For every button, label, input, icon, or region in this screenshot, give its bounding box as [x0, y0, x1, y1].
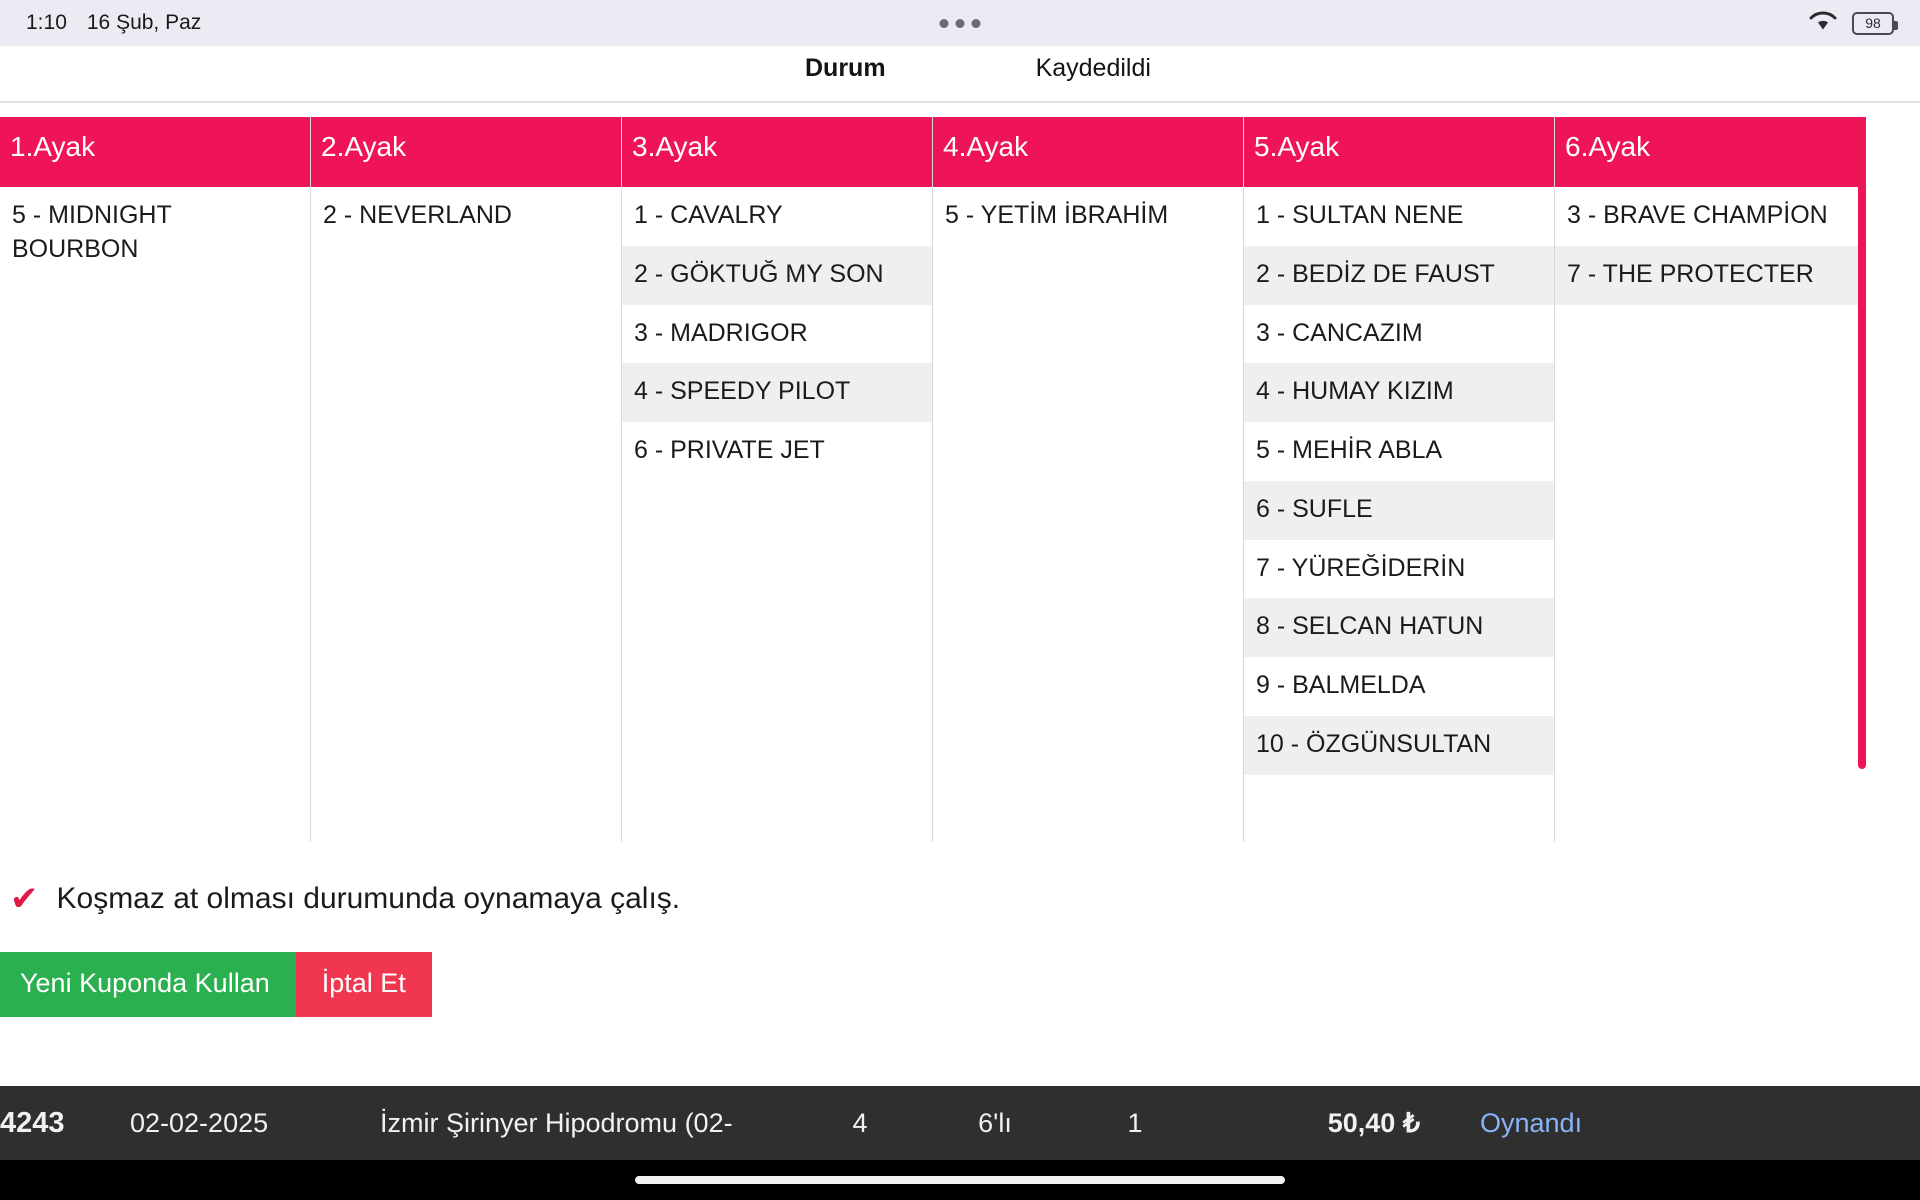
leg-column-1 — [0, 117, 311, 842]
list-item[interactable]: 3 - MADRIGOR — [634, 318, 808, 347]
note-text: Koşmaz at olması durumunda oynamaya çalış. — [56, 882, 681, 915]
home-indicator[interactable] — [635, 1176, 1285, 1184]
list-item[interactable]: 6 - SUFLE — [1244, 481, 1554, 540]
leg-body-1 — [0, 187, 310, 842]
list-item[interactable]: 4 - HUMAY KIZIM — [1244, 363, 1554, 422]
status-bar-left — [26, 11, 201, 35]
header-divider — [0, 101, 1920, 103]
coupon-id: 4243 — [0, 1106, 65, 1139]
list-item[interactable]: 4 - SPEEDY PILOT — [622, 363, 932, 422]
list-item[interactable]: 2 - BEDİZ DE FAUST — [1244, 246, 1554, 305]
dot-icon — [940, 19, 949, 28]
list-item[interactable]: 7 - THE PROTECTER — [1555, 246, 1866, 305]
list-item[interactable]: 5 - YETİM İBRAHİM — [945, 201, 1169, 229]
leg-header-2: 2.Ayak — [311, 117, 621, 187]
status-dots-indicator — [940, 19, 981, 28]
battery-level: 98 — [1865, 15, 1881, 31]
coupon-place: İzmir Şirinyer Hipodromu (02- — [380, 1107, 733, 1138]
note-row — [0, 842, 1920, 916]
legs-table — [0, 117, 1870, 842]
list-item[interactable]: 7 - YÜREĞİDERİN — [1256, 553, 1466, 582]
list-item[interactable]: 1 - CAVALRY — [634, 201, 783, 229]
leg-header-5: 5.Ayak — [1244, 117, 1554, 187]
coupon-col-c: 1 — [1127, 1107, 1143, 1138]
dot-icon — [972, 19, 981, 28]
list-item[interactable]: 6 - PRIVATE JET — [634, 436, 825, 464]
list-item[interactable]: 2 - NEVERLAND — [323, 201, 512, 229]
leg-column-2 — [311, 117, 622, 842]
leg-body-2 — [311, 187, 621, 842]
list-item[interactable]: 8 - SELCAN HATUN — [1244, 598, 1554, 657]
cancel-button[interactable]: İptal Et — [296, 952, 432, 1017]
leg-column-3 — [622, 117, 933, 842]
coupon-summary-bar[interactable] — [0, 1086, 1920, 1160]
status-date: 16 Şub, Paz — [86, 11, 202, 34]
leg-body-3 — [622, 187, 932, 842]
list-item[interactable]: 3 - BRAVE CHAMPİON — [1567, 201, 1828, 229]
legs-container — [0, 117, 1866, 842]
durum-value: Kaydedildi — [1035, 54, 1151, 82]
leg-body-4 — [933, 187, 1243, 842]
leg-column-4 — [933, 117, 1244, 842]
system-nav-bar — [0, 1160, 1920, 1200]
list-item[interactable]: 2 - GÖKTUĞ MY SON — [622, 246, 932, 305]
coupon-status[interactable]: Oynandı — [1480, 1107, 1583, 1138]
leg-body-5 — [1244, 187, 1554, 842]
list-item[interactable]: 10 - ÖZGÜNSULTAN — [1244, 716, 1554, 775]
wifi-icon — [1808, 10, 1838, 37]
status-bar-right — [1808, 10, 1894, 37]
list-item[interactable]: 9 - BALMELDA — [1256, 671, 1426, 699]
durum-label: Durum — [805, 54, 886, 82]
list-item[interactable]: 5 - MEHİR ABLA — [1256, 436, 1443, 464]
durum-row — [0, 46, 1920, 101]
coupon-amount: 50,40 ₺ — [1327, 1107, 1420, 1138]
status-bar — [0, 0, 1920, 46]
leg-body-6 — [1555, 187, 1866, 842]
leg-column-6 — [1555, 117, 1866, 842]
dot-icon — [956, 19, 965, 28]
status-time: 1:10 — [26, 11, 67, 34]
leg-column-5 — [1244, 117, 1555, 842]
check-icon: ✔ — [10, 880, 39, 918]
list-item[interactable]: 3 - CANCAZIM — [1256, 318, 1423, 347]
leg-header-6: 6.Ayak — [1555, 117, 1866, 187]
use-in-new-coupon-button[interactable]: Yeni Kuponda Kullan — [0, 952, 296, 1017]
action-buttons — [0, 952, 1920, 1017]
page-content — [0, 46, 1920, 1200]
list-item[interactable]: 1 - SULTAN NENE — [1256, 201, 1464, 229]
vertical-scrollbar[interactable] — [1858, 129, 1866, 769]
coupon-col-a: 4 — [852, 1107, 868, 1138]
battery-indicator — [1852, 12, 1894, 35]
leg-header-3: 3.Ayak — [622, 117, 932, 187]
leg-header-4: 4.Ayak — [933, 117, 1243, 187]
coupon-col-b: 6'lı — [978, 1107, 1012, 1138]
leg-header-1: 1.Ayak — [0, 117, 310, 187]
list-item[interactable]: 5 - MIDNIGHT BOURBON — [12, 201, 172, 263]
coupon-date: 02-02-2025 — [130, 1107, 269, 1138]
